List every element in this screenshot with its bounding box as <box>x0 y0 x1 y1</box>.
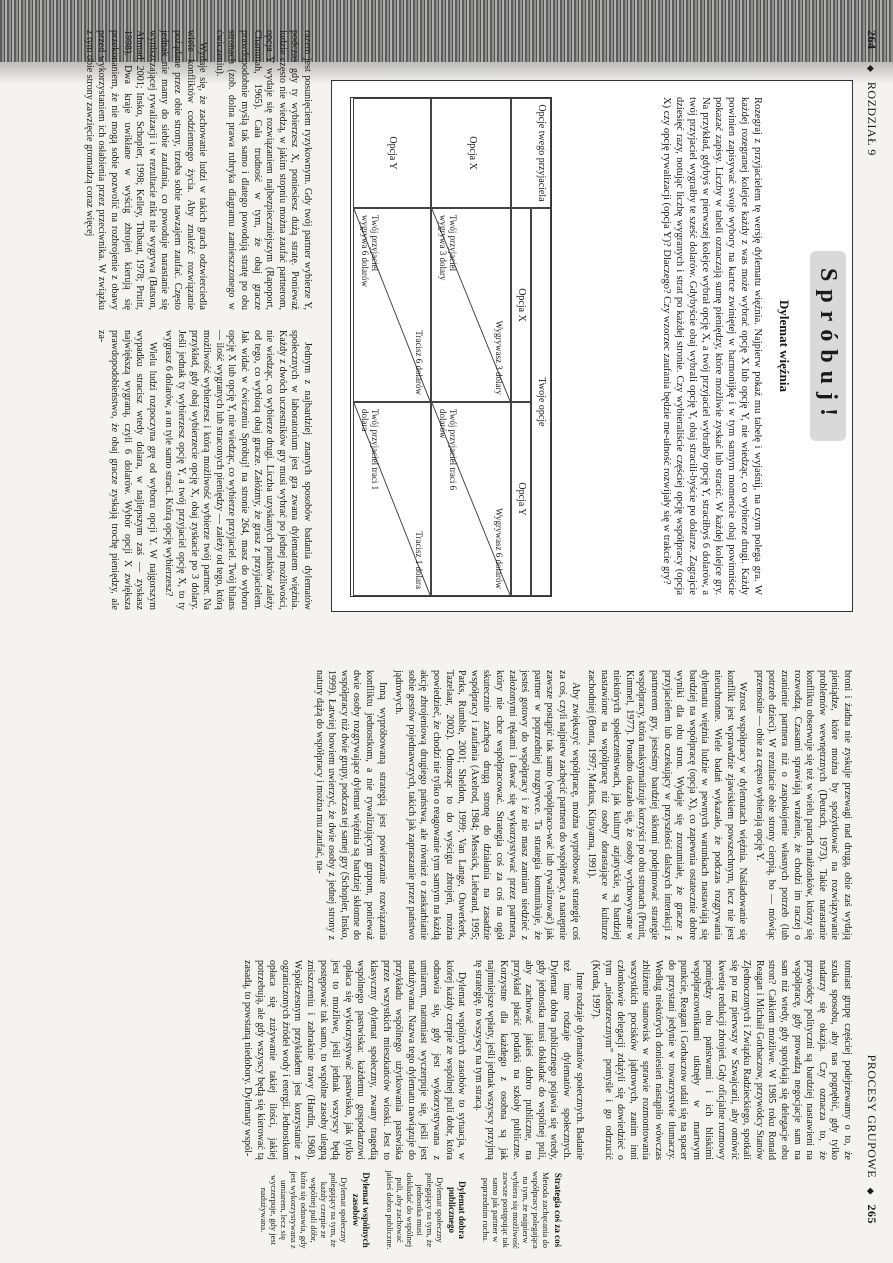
cell-xy <box>353 208 431 402</box>
cell-xx-friend: Twój przyjaciel wygrywa 3 dolary <box>438 215 458 281</box>
glossary-entry <box>481 1170 563 1250</box>
box-instructions: Rozegraj z przyjacielem tę wersję dylematu więźnia. Najpierw pokaż mu tabelę i wyjaśnij, na czym polega gra. W każdej rozegranej kolejce każdy z was może wybrać opcję X lub opcję Y, nie wiedząc, co wybierze drugi. Każdy powinien zapisywać swoje wybory na kartce zwiniętej w harmonijkę i w tym samym momencie obaj powinniście pokazać zapisy. Liczby w tabeli oznaczają sumę pieniędzy, które możliwie zyskać lub stracić. W każdej kolejce gry. Na przykład, gdybyś w pierwszej kolejce wybrał opcję X, a twój przyjaciel wybrałby opcję Y, straciłbyś 6 dolarów, a twój przyjaciel wygrałby te sześć dolarów. Gdybyście obaj wybrali opcję Y, obaj stracili-byście po dolarze. Zagrajcie dziesięć razy, notując liczbę wygranych i strat po każdej stronie. Czy wybieraliście częściej opcję współpracy (opcja X) czy opcję rywalizacji (opcja Y)? Dlaczego? Czy wzorzec zaufania będzie me-ułność rozwijały się w trakcie gry? <box>661 97 763 595</box>
cell-xy-friend: Twój przyjaciel wygrywa 6 dolarów <box>360 215 380 287</box>
glossary-definition: Dylemat społeczny polegający na tym, że jednostka musi dokładać do wspólnej puli, aby zachować jakieś dobro publiczne. <box>385 1170 445 1250</box>
right-column-1 <box>308 670 853 940</box>
box-subtitle: Dylemat więźnia <box>777 299 792 393</box>
right-column-2 <box>237 960 854 1160</box>
left-chapter: ROZDZIAŁ 9 <box>865 81 879 156</box>
box-title: Spróbuj! <box>810 251 846 441</box>
cell-yx <box>431 402 511 596</box>
glossary-entry <box>259 1170 371 1250</box>
diamond-icon: ◆ <box>866 1187 876 1195</box>
matrix-col-x: Opcja X <box>511 208 531 402</box>
matrix-row-label: Opcje twego przyjaciela <box>511 98 551 208</box>
cell-yy-you: Tracisz 1 dolara <box>414 531 424 589</box>
paragraph: Wzrost współpracy w dylematach więźnia. Naśladowanie się konflikt jest wprawdzie zjawiskiem powszechnym, lecz nie jest nieuchronne. Wiele badań wykazało, że podczas rozgrywania dylematu więźnia ludzie w pewnych warunkach nastawiają się bardziej na współpracę (opcja X), co zapewnia ostatecznie dobre wyniki dla obu stron. Wydaje się zrozumiałe, że gracze z przyjacielem lub oczekujący w przyszłości dalszych interakcji z partnerem gry, jesteśmy bardziej skłonni podejmować strategie współpracy, która maksymalizuje korzyści po obu stronach (Pruitt, Kimmel, 1977). Ponadto okazało się, że osoby wychowywane w niektórych społeczeństwach, jak kultury azjatyckie, są bardziej nastawione na współpracę niż osoby dorastające w kulturze zachodniej (Bonta, 1997; Markus, Kitayama, 1991). <box>586 670 749 940</box>
glossary-definition: Metoda zachęcania do współpracy polegająca na tym, że najpierw wybiera się możliwość zawsze postępując tak samo jak partner w poprzednim ruchu. <box>481 1171 551 1249</box>
cell-xx <box>431 208 511 402</box>
right-chapter: PROCESY GRUPOWE <box>865 1054 879 1179</box>
left-column-1 <box>91 330 313 610</box>
paragraph: Aby zwiększyć współpracę, można wypróbować strategię coś za coś, czyli najpierw zachęcić partnera do współpracy, a następnie zawsze postąpić tak samo (współpraco-wać lub rywalizować) jak partner w poprzedniej rozgrywce. Ta strategia komunikuje, że jesteś gotowy do współpracy i że nie masz zamiaru siedzieć z założonymi rękami i dawać się wykorzystywać przez partnera, który nie chce współpracować. Strategia coś za coś na ogół skutecznie zachęca drugą stronę do działania na zasadzie współpracy i zaufania (Axelrod, 1984; Messick, Liebrand, 1995; Parks, Rumble, 2001; Sheldon, 1999; Van Lange, Ouwerkerk, Tazelaar, 2002). Odnosząc to do wyścigu zbrojeń, można powiedzieć, że chodzi nie tylko o reagowanie tym samym na każdą akcję zbrojeniową drugiego państwa, ale również o zaskarbianie sobie gestów pojednawczych, takich jak zapraszanie przez państwo jądrowych. <box>393 670 581 940</box>
margin-glossary <box>245 1170 563 1250</box>
paragraph: tomiast grupę częściej podejrzewamy o to, że szuka sposobu, aby nas pognębić, gdy tylko nadarzy się okazja. Czy oznacza to, że przywódcy polityczni są bardziej nastawieni na współpracę, gdy prowadzą negocjacje sam na sam niż wtedy, gdy spotykają się delegacje obu stron? Całkiem możliwe. W 1985 roku Ronald Reagan i Michaił Gorbaczow, przywódcy Stanów Zjednoczonych i Związku Radzieckiego, spotkali się po raz pierwszy w Szwajcarii, aby omówić kwestię redukcji zbrojeń. Gdy oficjalne rozmowy pomiędzy obu państwami i ich bliskimi współpracownikami utknęły w martwym punkcie, Reagan i Gorbaczow udali się na spacer do przystani jedynie w towarzystwie tłumaczy. Według niektórych doniesień nastąpiło wówczas zbliżenie stanowisk w sprawie rozmontowania wszystkich pocisków jądrowych, zanim inni członkowie delegacji zdążyli się dowiedzieć o tym „niedorzecznym” pomyśle i go odrzucić (Korda, 1997). <box>590 960 853 1160</box>
paragraph: Inną wypróbowaną strategią jest powierzanie rozwiązania konfliktu jednostkom, a nie rywalizującym grupom, ponieważ dwie osoby rozgrywające dylemat więźnia są bardziej skłonne do współpracy niż dwie grupy, podczas tej samej gry (Schopler, Insko, 1999). Łatwiej bowiem uwierzyć, że dwie osoby z jednej strony z natury dążą do współpracy i można mu zaufać, na- <box>313 670 388 940</box>
paragraph: Inne rodzaje dylematów społecznych. Badanie też inne rodzaje dylematów społecznych. Dylemat dobra publicznego pojawia się wtedy, gdy jednostka musi dokładać do wspólnej puli, aby zachować jakieś dobro publiczne, na przykład płacić podatki na szkoły publiczne. Korzystne dla każdego z osobna są jak najmniejsze wpłaty, jeśli jednak wszyscy przyjmą tę strategię, to wszyscy na tym stracą. <box>472 960 585 1160</box>
paragraph: Wielu ludzi rozpoczyna grę od wyboru opcji Y. W najgorszym wypadku stracisz wtedy dolara, w najlepszym zaś — zyskasz największą wygraną, czyli 6 dolarów. Wybór opcji X zwiększa prawdopodobieństwo, że obaj gracze zyskają trochę pieniędzy, ale za- <box>96 330 158 610</box>
try-it-box <box>331 80 853 612</box>
paragraph: Wydaje się, że zachowanie ludzi w takich grach odzwierciedla wiele konfliktów codziennego życia. Aby znaleźć rozwiązanie pożądane przez obie strony, trzeba sobie nawzajem zaufać. Często jednak nie mamy do siebie zaufania, co powoduje narastanie się wyniszczającej rywalizacji i w rezultacie nikt nie wygrywa (Batson, Ahmad, 2001; Insko, Schopler, 1998; Kelley, Thibaut, 1978; Pruitt, 1998). Dwa kraje uwikłane w wyścig zbrojeń kierują się przekonaniem, że nie mogą sobie pozwolić na rozbrojenie z obawy przed wykorzystaniem ich osłabienia przez przeciwnika. W związku z tym obie strony zawzięcie gromadzą coraz więcej <box>83 30 209 310</box>
paragraph: broni i żadna nie zyskuje przewagi nad drugą, obie zaś wydają pieniądze, które można by spożytkować na rozwiązywanie problemów wewnętrznych (Deutsch, 1973). Takie narastanie konfliktu obserwuje się też w wielu parach małżonków, którzy się rozwodzą. Czasami sprawiają wrażenie, że chodzi im raczej o zranienie partnera niż o zaspokojenie własnych potrzeb (lub potrzeb dzieci). W rezultacie obie strony cierpią, bo — mówiąc przenośnie — obie za często wybierają opcję Y. <box>753 670 853 940</box>
left-running-head <box>864 30 879 156</box>
glossary-term: Dylemat dobra publicznego <box>447 1181 467 1239</box>
matrix-row-x: Opcja X <box>431 98 511 208</box>
left-page <box>0 0 893 625</box>
matrix-top-label: Twoje opcje <box>531 208 551 596</box>
matrix-col-y: Opcja Y <box>511 402 531 596</box>
right-page-number: 265 <box>865 1204 879 1224</box>
glossary-definition: Dylemat społeczny polegający na tym, że każdy czerpie ze wspólnej puli dóbr, która się odnawia, gdy jest wykorzystywana z umiarem, lecz się wyczerpuje, gdy jest nadużywana. <box>259 1171 349 1249</box>
cell-yy <box>353 402 431 596</box>
payoff-matrix <box>350 97 552 597</box>
paragraph: Jednym z najbardziej znanych sposobów badania dylematów społecznych w laboratorium jest gra zwana dylematem więźnia. Każdy z dwóch uczestników gry musi wybrać po jednej możliwości, nie wiedząc, co wybierze drugi. Liczba uzyskanych punktów zależy od tego, co wybiorą obaj gracze. Załóżmy, że grasz z przyjacielem. Jak widać w ćwiczeniu Spróbuj! na stronie 264, masz do wyboru opcję X lub opcję Y, nie wiedząc, co wybierze przyjaciel. Twój bilans — ilość wygranych lub straconych pieniędzy — zależy od tego, którą możliwość wybierzesz i którą możliwość wybierze twój partner. Na przykład, gdy obaj wybierzecie opcję X, obaj zyskacie po 3 dolary. Jeśli jednak ty wybierzesz opcję Y, a twój przyjaciel opcję X, to ty wygrasz 6 dolarów, a on tyle samo straci. Którą opcję wybierzesz? <box>163 330 313 610</box>
paragraph: razem jest posunięciem ryzykownym. Gdy twój partner wybierze Y, podczas gdy ty wybierzesz X, poniesiesz dużą stratę. Ponieważ ludzie często nie wiedzą, w jakim stopniu można zaufać partnerom, opcja Y wydaje się rozwiązaniem najbezpieczniejszym (Rapoport, Chammah, 1965). Cała trudność w tym, że obaj gracze prawdopodobnie myślą tak samo i dlatego powodują stratę po obu stronach (zob. dolna prawa rubryka diagramu zamieszczonego w ćwiczeniu). <box>213 30 313 310</box>
cell-xy-you: Tracisz 6 dolarów <box>414 330 424 395</box>
right-running-head <box>864 1055 879 1230</box>
right-page <box>0 640 893 1260</box>
matrix-row-y: Opcja Y <box>353 98 431 208</box>
cell-yx-friend: Twój przyjaciel traci 6 dolarów <box>438 409 458 491</box>
left-column-2 <box>78 30 313 310</box>
paragraph: Dylemat wspólnych zasobów to sytuacja, w której każdy czerpie ze wspólnej puli dobr, która odnawia się, gdy jest wykorzystywana z umiarem, natomiast wyczerpuje się, jeśli jest nadużywana. Nazwa tego dylematu nawiązuje do przykładu wspólnego użytkowania pastwiska przez wszystkich mieszkańców wioski. Jest to klasyczny dylemat społeczny, zwany tragedią wspólnego pastwiska: każdemu gospodarzowi opłaca się wykorzystywać pastwisko, jak tylko jest to możliwe, jeśli jednak wszyscy będą postępować tak samo, to wspólne zasoby ulegną zniszczeniu i zabraknie trawy (Hardin, 1968). Współczesnym przykładem jest korzystanie z ograniczonych źródeł wody i energii. Jednostkom opłaca się zużywanie takiej ilości, jakiej potrzebują, ale gdy wszyscy będą się kierować tą zasadą, to powstaną niedobory. Dylematy wspól- <box>242 960 468 1160</box>
diamond-icon: ◆ <box>866 65 876 73</box>
glossary-term: Dylemat wspólnych zasobów <box>351 1172 371 1248</box>
cell-xx-you: Wygrywasz 3 dolary <box>494 320 504 395</box>
cell-yx-you: Wygrywasz 6 dolarów <box>494 508 504 589</box>
glossary-entry <box>385 1170 467 1250</box>
left-page-number: 264 <box>865 30 879 50</box>
glossary-term: Strategia coś za coś <box>553 1172 563 1248</box>
cell-yy-friend: Twój przyjaciel traci 1 dolara <box>360 409 380 491</box>
